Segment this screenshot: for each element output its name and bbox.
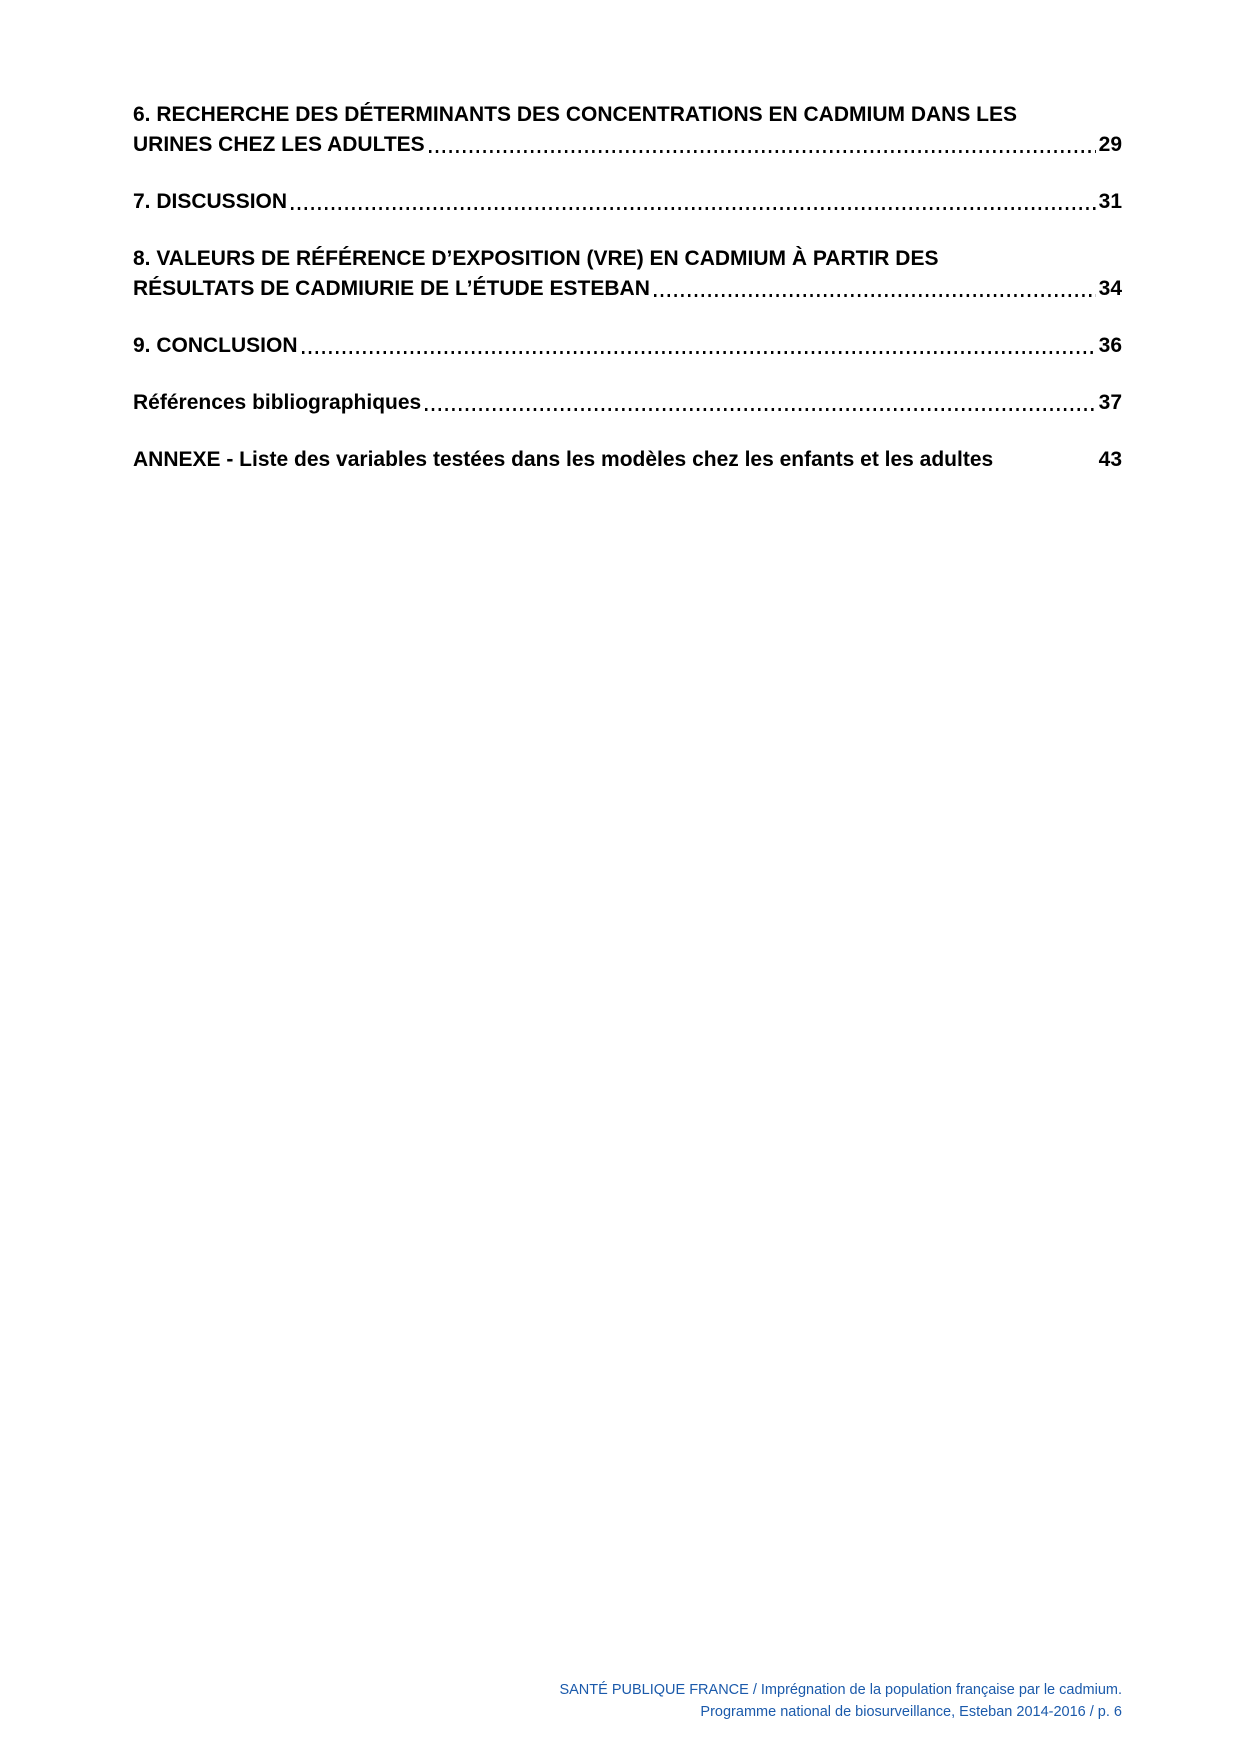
toc-entry-lines (133, 445, 1122, 475)
toc-entry[interactable] (133, 187, 1122, 217)
toc-entry-lines (133, 331, 1122, 361)
dot-leader (302, 331, 1096, 361)
toc-entry-title: Références bibliographiques (133, 391, 422, 414)
toc-entry-last-line (133, 187, 1122, 217)
toc-entry-lines (133, 187, 1122, 217)
toc-entry-lines (133, 244, 1122, 304)
toc-entry-title: 7. DISCUSSION (133, 190, 288, 213)
toc-entry-lines (133, 388, 1122, 418)
toc-entry-last-line (133, 445, 1122, 475)
toc-entry[interactable] (133, 331, 1122, 361)
toc-entry-title: RÉSULTATS DE CADMIURIE DE L’ÉTUDE ESTEBAN (133, 277, 650, 300)
toc-entry-line: 8. VALEURS DE RÉFÉRENCE D’EXPOSITION (VRE) EN CADMIUM À PARTIR DES (133, 247, 939, 270)
toc-entry[interactable] (133, 100, 1122, 160)
toc-entry-title: ANNEXE - Liste des variables testées dans les modèles chez les enfants et les adultes (133, 448, 994, 471)
toc-page-number: 43 (1098, 448, 1122, 471)
toc-page-number: 31 (1098, 190, 1122, 213)
toc-page-number: 29 (1098, 133, 1122, 156)
dot-leader (654, 274, 1096, 304)
toc-entry-lines (133, 100, 1122, 160)
dot-leader (291, 187, 1096, 217)
footer-line-1: SANTÉ PUBLIQUE FRANCE / Imprégnation de la population française par le cadmium. (559, 1682, 1122, 1698)
dot-leader (429, 130, 1096, 160)
toc-entry[interactable] (133, 388, 1122, 418)
toc-page-number: 36 (1098, 334, 1122, 357)
toc-entry-title: 9. CONCLUSION (133, 334, 298, 357)
page-footer (133, 1679, 1122, 1723)
dot-leader (425, 388, 1095, 418)
toc-entry[interactable] (133, 445, 1122, 475)
toc-entry-last-line (133, 388, 1122, 418)
toc-page-number: 37 (1098, 391, 1122, 414)
footer-line-2: Programme national de biosurveillance, Esteban 2014-2016 / p. 6 (700, 1704, 1122, 1720)
toc-entry[interactable] (133, 244, 1122, 304)
leader-space (997, 445, 1095, 475)
toc-entry-title: URINES CHEZ LES ADULTES (133, 133, 425, 156)
toc-page-number: 34 (1098, 277, 1122, 300)
toc-entry-last-line (133, 274, 1122, 304)
toc-entry-last-line (133, 130, 1122, 160)
toc-entry-line: 6. RECHERCHE DES DÉTERMINANTS DES CONCENTRATIONS EN CADMIUM DANS LES (133, 103, 1017, 126)
toc-entry-last-line (133, 331, 1122, 361)
table-of-contents (133, 100, 1122, 502)
